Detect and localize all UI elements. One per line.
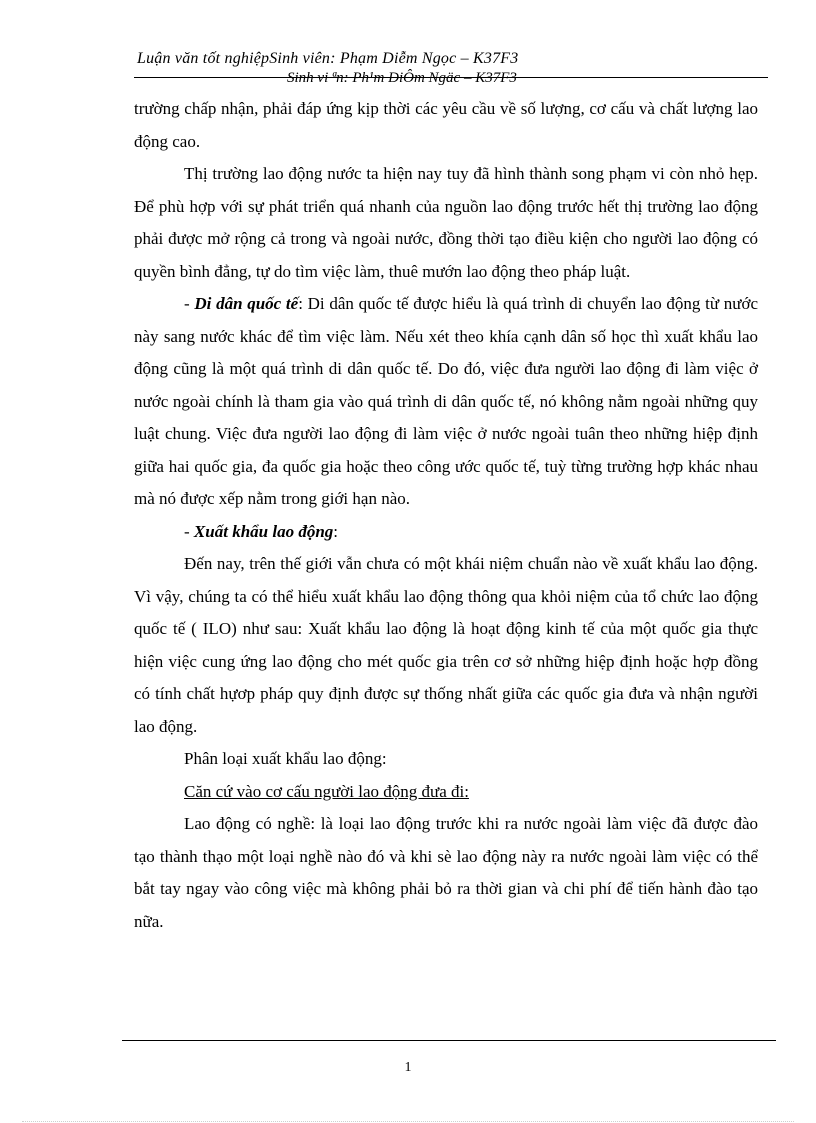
underlined-subheading: Căn cứ vào cơ cấu người lao động đưa đi: [184,781,469,801]
footer-rule [122,1040,776,1041]
running-header-garbled: Sinh vi ªn: Ph¹m DiÔm Ngäc – K37F3 [287,70,517,86]
running-header: Luận văn tốt nghiệpSinh viên: Phạm Diễm Ngọc – K37F3 [137,50,519,67]
paragraph-migration [134,288,758,516]
bullet-dash: - [184,521,194,541]
term-heading: Di dân quốc tế [194,294,299,313]
document-body [134,93,758,938]
paragraph: trường chấp nhận, phải đáp ứng kịp thời các yêu cầu về số lượng, cơ cấu và chất lượng lao động cao. [134,99,758,151]
paragraph: Đến nay, trên thế giới vẫn chưa có một khái niệm chuẩn nào về xuất khẩu lao động. Vì vậy, chúng ta có thể hiểu xuất khẩu lao động thông qua khỏi niệm của tổ chức lao động quốc tế ( ILO) như sau: Xuất khẩu lao động là hoạt động kinh tế của một quốc gia thực hiện việc cung ứng lao động cho mét quốc gia trên cơ sở những hiệp định hoặc hợp đồng có tính chất hựơp pháp quy định được sự thống nhất giữa các quốc gia đưa và nhận người lao động. [134,554,758,736]
paragraph-text: : Di dân quốc tế được hiểu là quá trình di chuyển lao động từ nước này sang nước khác để tìm việc làm. Nếu xét theo khía cạnh dân số học thì xuất khẩu lao động cũng là một quá trình di dân quốc tế. Do đó, việc đưa người lao động đi làm việc ở nước ngoài chính là tham gia vào quá trình di dân quốc tế, nó không nằm ngoài những quy luật chung. Việc đưa người lao động đi làm việc ở nước ngoài tuân theo những hiệp định giữa hai quốc gia, đa quốc gia hoặc theo công ước quốc tế, tuỳ từng trường hợp khác nhau mà nó được xếp nằm trong giới hạn nào. [134,294,758,508]
page-edge [22,1121,794,1122]
paragraph-subheading [134,776,758,809]
term-heading: Xuất khẩu lao động [193,521,334,541]
paragraph: Phân loại xuất khẩu lao động: [184,749,387,768]
paragraph: Thị trường lao động nước ta hiện nay tuy đã hình thành song phạm vi còn nhỏ hẹp. Để phù hợp với sự phát triển quá nhanh của nguồn lao động trước hết thị trường lao động phải được mở rộng cả trong và ngoài nước, đồng thời tạo điều kiện cho người lao động có quyền bình đẳng, tự do tìm việc làm, thuê mướn lao động theo pháp luật. [134,164,758,281]
paragraph-export [134,516,758,549]
paragraph-text: : [333,521,339,541]
page-number: 1 [404,1060,412,1075]
bullet-dash: - [184,294,195,313]
paragraph: Lao động có nghề: là loại lao động trước khi ra nước ngoài làm việc đã được đào tạo thành thạo một loại nghề nào đó và khi sè lao động này ra nước ngoài làm việc có thể bắt tay ngay vào công việc mà không phải bỏ ra thời gian và chi phí để tiến hành đào tạo nữa. [134,814,758,931]
